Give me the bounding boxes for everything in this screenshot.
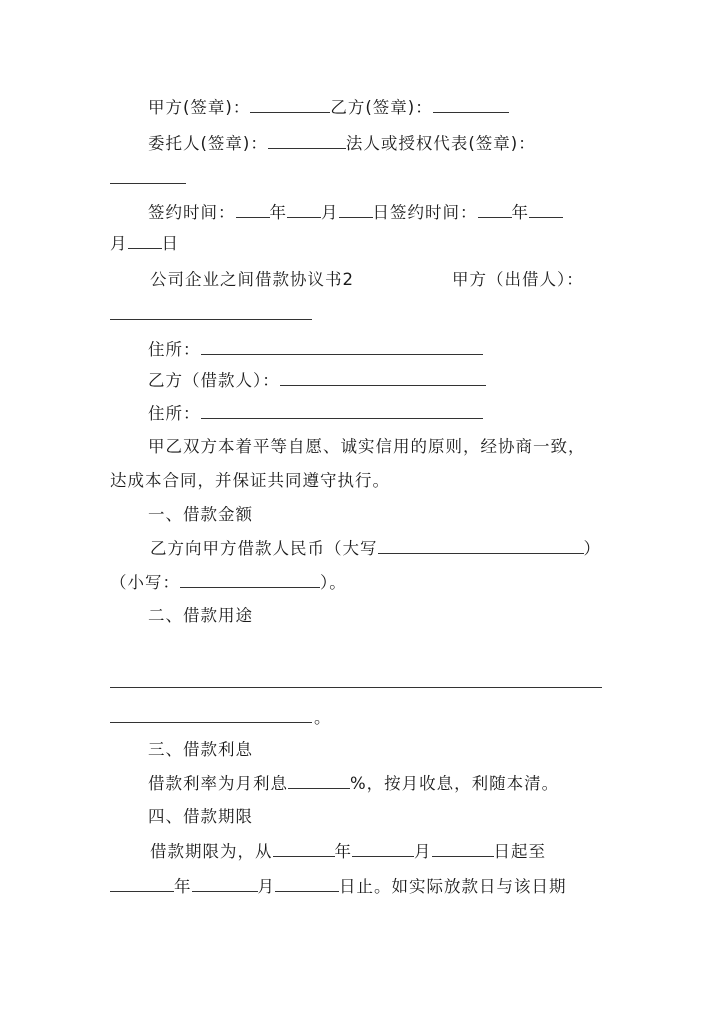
term-end-year-label: 年 (174, 877, 192, 896)
term-year-label: 年 (334, 842, 352, 861)
loan-purpose-blank-1 (110, 687, 602, 688)
section-3-heading (148, 740, 253, 760)
year-label-2: 年 (511, 203, 529, 222)
month-label: 月 (321, 203, 339, 222)
section-1-heading (148, 505, 253, 525)
term-end-month-blank (192, 877, 258, 892)
day-label-2: 日 (161, 234, 179, 253)
lender-name-blank (110, 319, 312, 320)
sign-month-blank (287, 203, 321, 218)
signature-line (148, 98, 509, 118)
lender-address-label: 住所： (148, 340, 201, 359)
loan-amount-line-1 (150, 539, 601, 559)
loan-amount-digits-blank (180, 573, 320, 588)
interest-line (148, 774, 559, 794)
term-end-day-blank (275, 877, 339, 892)
sign-year-blank-2 (478, 203, 512, 218)
close-paren: ） (583, 539, 601, 558)
borrower-address-blank (201, 404, 483, 419)
legal-rep-seal-blank (110, 183, 186, 184)
sign-date-line-cont (110, 234, 179, 254)
lender-label-line (452, 270, 584, 290)
term-day-from-label: 日起至 (493, 842, 546, 861)
term-month-label: 月 (414, 842, 432, 861)
sign-date-label: 签约时间： (148, 203, 236, 222)
title-line (150, 270, 354, 290)
sign-day-blank-2 (128, 234, 162, 249)
month-label-2: 月 (110, 234, 128, 253)
principle-text-1: 甲乙双方本着平等自愿、诚实信用的原则，经协商一致， (148, 437, 586, 456)
principle-text-2: 达成本合同，并保证共同遵守执行。 (110, 471, 390, 490)
legal-rep-seal-label: 法人或授权代表(签章)： (345, 134, 536, 153)
principle-line-2 (110, 471, 390, 491)
loan-amount-digits-end: ）。 (320, 573, 347, 592)
sign-date-line (148, 203, 563, 223)
document-title: 公司企业之间借款协议书2 (150, 270, 354, 289)
term-start-month-blank (352, 842, 414, 857)
borrower-label: 乙方（借款人）： (148, 371, 280, 390)
interest-rate-blank (288, 774, 350, 789)
lender-address-blank (201, 340, 483, 355)
term-line-1 (150, 842, 546, 862)
borrower-address-line (148, 404, 483, 424)
party-b-seal-blank (433, 98, 509, 113)
sign-year-blank (236, 203, 270, 218)
party-a-seal-label: 甲方(签章)： (148, 98, 251, 117)
section-2-heading (148, 606, 253, 626)
party-b-seal-label: 乙方(签章)： (330, 98, 433, 117)
agent-signature-line (148, 134, 536, 154)
section-3-heading-text: 三、借款利息 (148, 740, 253, 759)
term-start-year-blank (273, 842, 335, 857)
lender-label: 甲方（出借人）： (452, 270, 584, 289)
loan-purpose-end (314, 708, 332, 728)
party-a-seal-blank (250, 98, 330, 113)
interest-rate-label: 借款利率为月利息 (148, 774, 288, 793)
interest-rate-suffix: %，按月收息，利随本清。 (350, 774, 560, 793)
section-4-heading-text: 四、借款期限 (148, 807, 253, 826)
year-label: 年 (269, 203, 287, 222)
loan-amount-line-2 (110, 573, 347, 593)
term-start-day-blank (432, 842, 494, 857)
term-end-day-label: 日止。如实际放款日与该日期 (339, 877, 567, 896)
borrower-address-label: 住所： (148, 404, 201, 423)
day-and-sign-date-label: 日签约时间： (372, 203, 478, 222)
loan-amount-uppercase-label: 乙方向甲方借款人民币（大写 (150, 539, 378, 558)
sign-day-blank (339, 203, 373, 218)
agent-seal-label: 委托人(签章)： (148, 134, 268, 153)
term-from-label: 借款期限为，从 (150, 842, 273, 861)
loan-purpose-period: 。 (314, 708, 332, 727)
section-2-heading-text: 二、借款用途 (148, 606, 253, 625)
principle-line-1 (148, 437, 586, 457)
loan-amount-uppercase-blank (378, 539, 584, 554)
borrower-name-blank (280, 371, 486, 386)
agent-seal-blank (268, 134, 346, 149)
section-1-heading-text: 一、借款金额 (148, 505, 253, 524)
lender-address-line (148, 340, 483, 360)
term-line-2 (110, 877, 567, 897)
section-4-heading (148, 807, 253, 827)
loan-amount-digits-label: （小写： (110, 573, 180, 592)
sign-month-blank-2 (529, 203, 563, 218)
loan-purpose-blank-2 (110, 722, 312, 723)
term-end-month-label: 月 (257, 877, 275, 896)
borrower-line (148, 371, 486, 391)
term-end-year-blank (110, 877, 174, 892)
